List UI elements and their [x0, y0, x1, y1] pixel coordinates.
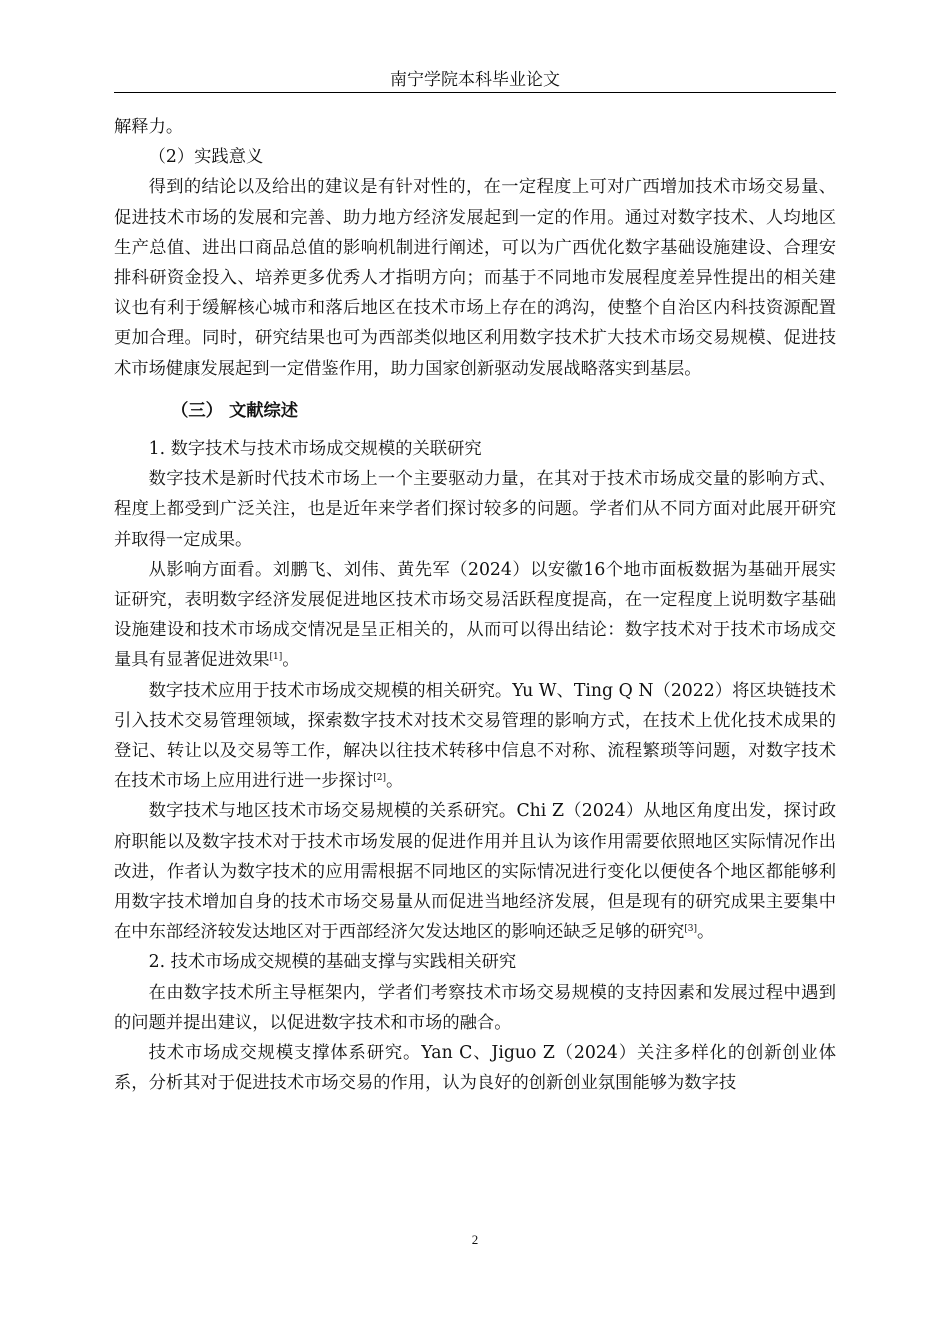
paragraph-review-1d: [114, 796, 836, 947]
citation-3: [3]: [684, 924, 698, 935]
paragraph-review-1b: [114, 555, 836, 676]
subheading-practical-significance: （2）实践意义: [148, 147, 264, 168]
page-number: 2: [471, 1232, 479, 1247]
period: 。: [385, 771, 404, 792]
citation-2: [2]: [373, 773, 386, 784]
paragraph-review-2a: 在由数字技术所主导框架内，学者们考察技术市场交易规模的支持因素和发展过程中遇到的问题并提出建议，以促进数字技术和市场的融合。: [114, 982, 836, 1033]
header-title: 南宁学院本科毕业论文: [390, 70, 560, 90]
paragraph-text: 数字技术应用于技术市场成交规模的相关研究。Yu W、Ting Q N（2022）将区块链技术引入技术交易管理领域，探索数字技术对技术交易管理的影响方式，在技术上优化技术成果的登记、转让以及交易等工作，解决以往技术转移中信息不对称、流程繁琐等问题，对数字技术在技术市场上应用进行进一步探讨: [114, 680, 836, 792]
subheading-review-2: 2. 技术市场成交规模的基础支撑与实践相关研究: [148, 952, 517, 973]
page-header: [114, 70, 836, 93]
paragraph-text: 数字技术与地区技术市场交易规模的关系研究。Chi Z（2024）从地区角度出发，探讨政府职能以及数字技术对于技术市场发展的促进作用并且认为该作用需要依照地区实际情况作出改进，作者认为数字技术的应用需根据不同地区的实际情况进行变化以便使各个地区都能够利用数字技术增加自身的技术市场交易量从而促进当地经济发展，但是现有的研究成果主要集中在中东部经济较发达地区对于西部经济欠发达地区的影响还缺乏足够的研究: [114, 801, 836, 943]
document-body: [114, 112, 836, 1099]
paragraph-review-1c: [114, 676, 836, 797]
paragraph-text: 从影响方面看。刘鹏飞、刘伟、黄先军（2024）以安徽16个地市面板数据为基础开展实证研究，表明数字经济发展促进地区技术市场交易活跃程度提高，在一定程度上说明数字基础设施建设和技术市场成交情况是呈正相关的，从而可以得出结论：数字技术对于技术市场成交量具有显著促进效果: [114, 559, 836, 671]
paragraph-review-2b: 技术市场成交规模支撑体系研究。Yan C、Jiguo Z（2024）关注多样化的创新创业体系，分析其对于促进技术市场交易的作用，认为良好的创新创业氛围能够为数字技: [114, 1043, 836, 1094]
citation-1: [1]: [269, 652, 283, 663]
paragraph-continuation: 解释力。: [114, 117, 184, 137]
period: 。: [282, 650, 300, 671]
period: 。: [697, 922, 715, 943]
subheading-review-1: 1. 数字技术与技术市场成交规模的关联研究: [148, 439, 482, 460]
paragraph-review-1a: 数字技术是新时代技术市场上一个主要驱动力量，在其对于技术市场成交量的影响方式、程度上都受到广泛关注，也是近年来学者们探讨较多的问题。学者们从不同方面对此展开研究并取得一定成果。: [114, 469, 836, 550]
section-heading-literature-review: （三） 文献综述: [171, 400, 299, 421]
paragraph-practical-significance: 得到的结论以及给出的建议是有针对性的，在一定程度上可对广西增加技术市场交易量、促进技术市场的发展和完善、助力地方经济发展起到一定的作用。通过对数字技术、人均地区生产总值、进出口商品总值的影响机制进行阐述，可以为广西优化数字基础设施建设、合理安排科研资金投入、培养更多优秀人才指明方向；而基于不同地市发展程度差异性提出的相关建议也有利于缓解核心城市和落后地区在技术市场上存在的鸿沟，使整个自治区内科技资源配置更加合理。同时，研究结果也可为西部类似地区利用数字技术扩大技术市场交易规模、促进技术市场健康发展起到一定借鉴作用，助力国家创新驱动发展战略落实到基层。: [114, 177, 836, 379]
